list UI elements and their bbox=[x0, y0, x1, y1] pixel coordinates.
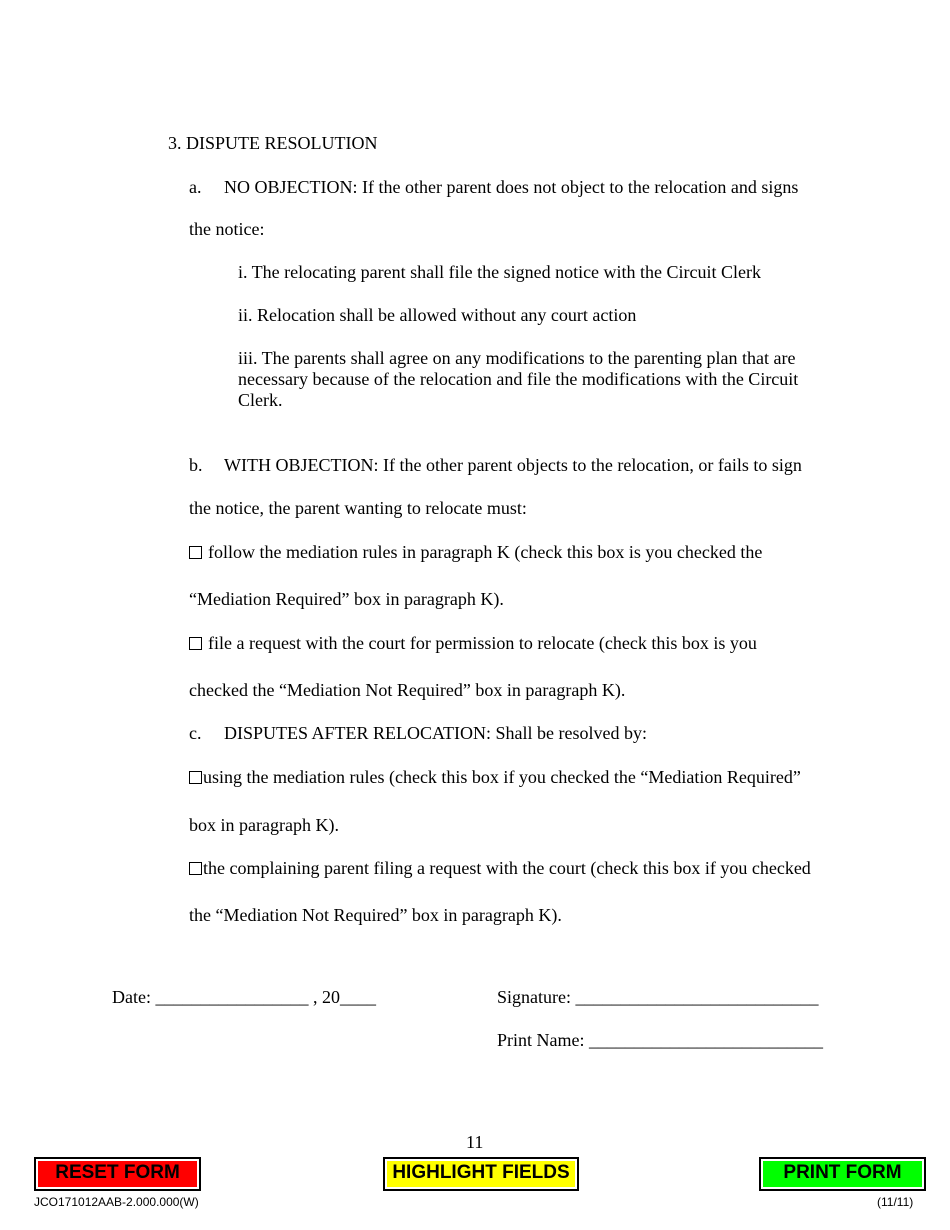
checkbox-mediation-rules[interactable] bbox=[189, 771, 202, 784]
checkbox-follow-mediation[interactable] bbox=[189, 546, 202, 559]
item-c-option-1-cont: box in paragraph K). bbox=[189, 815, 339, 835]
signature-field[interactable]: Signature: ___________________________ bbox=[497, 987, 819, 1007]
form-code: JCO171012AAB-2.000.000(W) bbox=[34, 1195, 199, 1209]
item-a-letter: a. bbox=[189, 177, 202, 197]
item-c-letter: c. bbox=[189, 723, 202, 743]
item-b-option-2-cont: checked the “Mediation Not Required” box in paragraph K). bbox=[189, 680, 626, 700]
item-a-line1 bbox=[189, 177, 798, 198]
item-c-option-1 bbox=[189, 767, 801, 788]
item-c-option-2-text: the complaining parent filing a request with the court (check this box if you checked bbox=[203, 858, 811, 878]
item-a-sub-iii: iii. The parents shall agree on any modifications to the parenting plan that are necessary because of the relocation and file the modifications with the Circuit Clerk. bbox=[238, 348, 799, 410]
item-c-text: DISPUTES AFTER RELOCATION: Shall be resolved by: bbox=[224, 723, 647, 743]
item-b-line2: the notice, the parent wanting to relocate must: bbox=[189, 498, 527, 518]
item-c-option-1-text: using the mediation rules (check this box if you checked the “Mediation Required” bbox=[203, 767, 801, 787]
reset-form-button[interactable]: RESET FORM bbox=[34, 1157, 201, 1191]
item-a-sub-i: i. The relocating parent shall file the signed notice with the Circuit Clerk bbox=[238, 262, 762, 282]
item-b-letter: b. bbox=[189, 455, 203, 475]
page-number: 11 bbox=[466, 1132, 484, 1152]
date-field[interactable]: Date: _________________ , 20____ bbox=[112, 987, 376, 1007]
print-form-button[interactable]: PRINT FORM bbox=[759, 1157, 926, 1191]
item-b-option-2 bbox=[189, 633, 757, 654]
item-b-option-1 bbox=[189, 542, 762, 563]
checkbox-complaining-parent[interactable] bbox=[189, 862, 202, 875]
item-a-sub-ii: ii. Relocation shall be allowed without any court action bbox=[238, 305, 637, 325]
highlight-fields-button[interactable]: HIGHLIGHT FIELDS bbox=[383, 1157, 579, 1191]
item-b-option-1-text: follow the mediation rules in paragraph K (check this box is you checked the bbox=[208, 542, 763, 562]
checkbox-file-request[interactable] bbox=[189, 637, 202, 650]
item-b-option-2-text: file a request with the court for permission to relocate (check this box is you bbox=[208, 633, 757, 653]
item-c-option-2 bbox=[189, 858, 811, 879]
item-b-option-1-cont: “Mediation Required” box in paragraph K). bbox=[189, 589, 504, 609]
item-b-text: WITH OBJECTION: If the other parent objects to the relocation, or fails to sign bbox=[224, 455, 802, 475]
print-name-field[interactable]: Print Name: __________________________ bbox=[497, 1030, 823, 1050]
section-heading: 3. DISPUTE RESOLUTION bbox=[168, 133, 378, 153]
item-c-line1 bbox=[189, 723, 647, 744]
item-a-text: NO OBJECTION: If the other parent does not object to the relocation and signs bbox=[224, 177, 799, 197]
item-c-option-2-cont: the “Mediation Not Required” box in paragraph K). bbox=[189, 905, 562, 925]
page-count: (11/11) bbox=[877, 1195, 914, 1209]
item-a-line2: the notice: bbox=[189, 219, 265, 239]
item-b-line1 bbox=[189, 455, 802, 476]
